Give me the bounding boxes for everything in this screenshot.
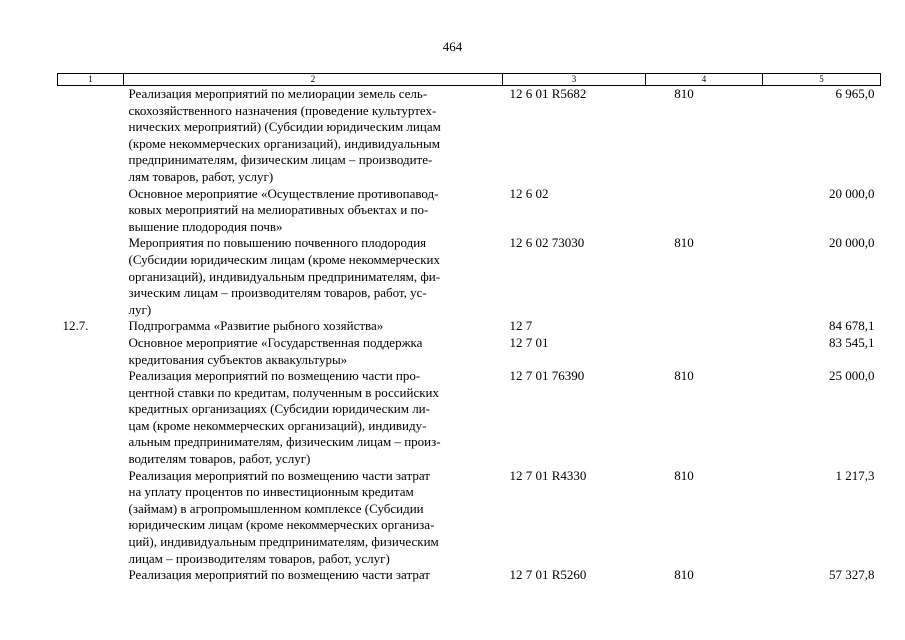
row-amount: 20 000,0 xyxy=(829,185,875,201)
table-row xyxy=(58,186,881,236)
row-name-line: Реализация мероприятий по возмещению части про- xyxy=(128,368,421,384)
row-name-line: Основное мероприятие «Осуществление противопавод- xyxy=(128,185,439,201)
row-number xyxy=(58,368,124,468)
row-amount: 6 965,0 xyxy=(835,86,875,101)
row-number xyxy=(58,86,124,186)
row-code: 12 6 02 73030 xyxy=(509,235,585,251)
row-name-line: Основное мероприятие «Государственная поддержка xyxy=(128,334,423,350)
row-name-line: предпринимателям, физическим лицам – производите- xyxy=(128,152,433,168)
row-code: 12 7 xyxy=(509,318,533,334)
row-number: 12.7. xyxy=(62,318,89,334)
row-name-line: зическим лицам – производителям товаров, работ, ус- xyxy=(128,285,427,301)
page-number: 464 xyxy=(442,39,463,54)
row-name-line: Мероприятия по повышению почвенного плодородия xyxy=(128,235,427,251)
table-row xyxy=(58,368,881,468)
header-col-2: 2 xyxy=(124,74,503,86)
row-amount: 20 000,0 xyxy=(829,235,875,251)
row-name-line: (Субсидии юридическим лицам (кроме некоммерческих xyxy=(128,251,441,267)
row-amount: 1 217,3 xyxy=(835,467,875,483)
row-name-line: (кроме некоммерческих организаций), индивидуальным xyxy=(128,135,440,151)
row-code: 12 6 02 xyxy=(509,185,549,201)
row-type: 810 xyxy=(674,467,694,483)
row-amount: 57 327,8 xyxy=(829,567,875,583)
row-name-line: (займам) в агропромышленном комплексе (Субсидии xyxy=(128,500,424,516)
row-name-line: альным предпринимателям, физическим лицам – произ- xyxy=(128,434,441,450)
row-name-line: нических мероприятий) (Субсидии юридическим лицам xyxy=(128,119,441,135)
row-name xyxy=(124,335,503,368)
row-name-line: Реализация мероприятий по возмещению части затрат xyxy=(128,567,430,583)
table-row xyxy=(58,567,881,584)
row-name xyxy=(124,368,503,468)
row-number xyxy=(58,235,124,318)
row-name-line: кредитования субъектов аквакультуры» xyxy=(128,351,348,367)
row-name-line: Подпрограмма «Развитие рыбного хозяйства» xyxy=(128,318,384,334)
row-name-line: лицам – производителям товаров, работ, услуг) xyxy=(128,550,390,566)
row-name-line: скохозяйственного назначения (проведение культуртех- xyxy=(128,102,437,118)
row-amount: 83 545,1 xyxy=(829,334,875,350)
row-number xyxy=(58,335,124,368)
header-col-4: 4 xyxy=(646,74,763,86)
row-amount: 84 678,1 xyxy=(829,318,875,334)
row-name-line: на уплату процентов по инвестиционным кредитам xyxy=(128,484,414,500)
row-name xyxy=(124,86,503,186)
table-row xyxy=(58,235,881,318)
row-name-line: ковых мероприятий на мелиоративных объектах и по- xyxy=(128,202,429,218)
row-name-line: Реализация мероприятий по возмещению части затрат xyxy=(128,467,430,483)
row-name-line: вышение плодородия почв» xyxy=(128,218,283,234)
row-name xyxy=(124,235,503,318)
row-name-line: юридическим лицам (кроме некоммерческих организа- xyxy=(128,517,435,533)
row-code: 12 7 01 xyxy=(509,334,549,350)
row-type xyxy=(646,186,763,236)
row-code: 12 7 01 R4330 xyxy=(509,467,587,483)
row-type xyxy=(646,318,763,335)
row-name-line: центной ставки по кредитам, полученным в российских xyxy=(128,384,440,400)
row-name-line: водителям товаров, работ, услуг) xyxy=(128,451,311,467)
table-header xyxy=(58,74,881,86)
row-number xyxy=(58,468,124,568)
row-name-line: ций), индивидуальным предпринимателям, физическим xyxy=(128,534,439,550)
row-type: 810 xyxy=(674,86,694,101)
row-name-line: Реализация мероприятий по мелиорации земель сель- xyxy=(128,86,428,101)
row-name-line: кредитных организациях (Субсидии юридическим ли- xyxy=(128,401,430,417)
table-row xyxy=(58,86,881,186)
row-name xyxy=(124,567,503,584)
row-name-line: цам (кроме некоммерческих организаций), индивиду- xyxy=(128,417,427,433)
row-amount: 25 000,0 xyxy=(829,368,875,384)
row-number xyxy=(58,186,124,236)
table-row xyxy=(58,468,881,568)
row-type xyxy=(646,335,763,368)
row-code: 12 6 01 R5682 xyxy=(509,86,587,101)
row-name xyxy=(124,318,503,335)
row-code: 12 7 01 R5260 xyxy=(509,567,587,583)
budget-table xyxy=(57,73,881,584)
row-name-line: организаций), индивидуальным предпринимателям, фи- xyxy=(128,268,441,284)
table-row xyxy=(58,335,881,368)
row-name-line: лям товаров, работ, услуг) xyxy=(128,168,274,184)
table-body xyxy=(58,86,881,584)
row-name-line: луг) xyxy=(128,301,152,317)
row-type: 810 xyxy=(674,567,694,583)
row-name xyxy=(124,468,503,568)
table-row xyxy=(58,318,881,335)
header-col-5: 5 xyxy=(763,74,881,86)
row-type: 810 xyxy=(674,235,694,251)
row-name xyxy=(124,186,503,236)
row-number xyxy=(58,567,124,584)
row-code: 12 7 01 76390 xyxy=(509,368,585,384)
header-col-3: 3 xyxy=(503,74,646,86)
header-col-1: 1 xyxy=(58,74,124,86)
row-type: 810 xyxy=(674,368,694,384)
